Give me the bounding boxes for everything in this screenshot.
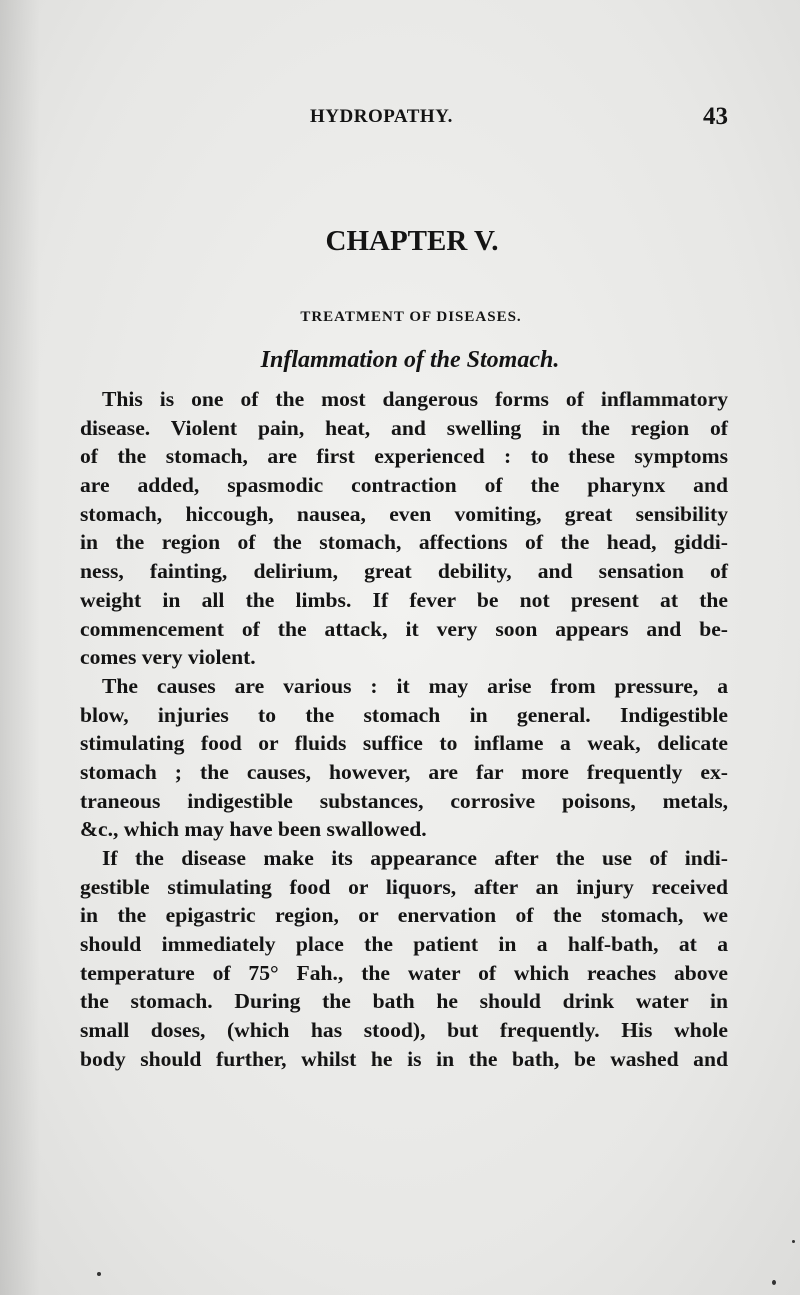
text-line: ness, fainting, delirium, great debility, and sensation of <box>80 559 728 584</box>
text-line: The causes are various : it may arise from pressure, a <box>102 674 728 698</box>
running-head <box>82 103 728 134</box>
print-speck <box>97 1272 101 1276</box>
text-line: of the stomach, are first experienced : to these symptoms <box>80 444 728 469</box>
text-line: should immediately place the patient in a half-bath, at a <box>80 932 728 957</box>
text-line: temperature of 75° Fah., the water of which reaches above <box>80 960 728 985</box>
text-line: in the region of the stomach, affections of the head, giddi- <box>80 530 728 555</box>
section-title: TREATMENT OF DISEASES. <box>300 309 522 325</box>
text-line: This is one of the most dangerous forms of inflammatory <box>102 387 728 411</box>
text-line: stimulating food or fluids suffice to inflame a weak, delicate <box>80 731 728 756</box>
text-line: traneous indigestible substances, corrosive poisons, metals, <box>80 788 728 813</box>
text-line: body should further, whilst he is in the bath, be washed and <box>80 1046 728 1071</box>
text-line: are added, spasmodic contraction of the pharynx and <box>80 473 728 498</box>
text-line: If the disease make its appearance after the use of indi- <box>102 846 728 870</box>
text-line: stomach, hiccough, nausea, even vomiting, great sensibility <box>80 501 728 526</box>
running-title: HYDROPATHY. <box>310 106 453 127</box>
paragraph-2 <box>80 672 728 844</box>
text-line: the stomach. During the bath he should drink water in <box>80 989 728 1014</box>
page-number: 43 <box>703 103 728 130</box>
text-line: &c., which may have been swallowed. <box>80 817 427 842</box>
paragraph-3 <box>80 844 728 1074</box>
text-line: gestible stimulating food or liquors, after an injury received <box>80 874 728 899</box>
text-line: blow, injuries to the stomach in general. Indigestible <box>80 702 728 727</box>
print-speck <box>772 1280 776 1285</box>
text-line: small doses, (which has stood), but frequently. His whole <box>80 1018 728 1043</box>
paragraph-1 <box>80 385 728 672</box>
text-line: weight in all the limbs. If fever be not present at the <box>80 587 728 612</box>
text-line: commencement of the attack, it very soon appears and be- <box>80 616 728 641</box>
text-line: comes very violent. <box>80 645 256 670</box>
text-line: in the epigastric region, or enervation of the stomach, we <box>80 903 728 928</box>
print-speck <box>792 1240 795 1243</box>
text-line: disease. Violent pain, heat, and swelling in the region of <box>80 415 728 440</box>
subsection-title: Inflammation of the Stomach. <box>260 347 560 373</box>
chapter-title: CHAPTER V. <box>325 225 499 257</box>
gutter-shadow <box>0 0 40 1295</box>
text-line: stomach ; the causes, however, are far more frequently ex- <box>80 760 728 785</box>
